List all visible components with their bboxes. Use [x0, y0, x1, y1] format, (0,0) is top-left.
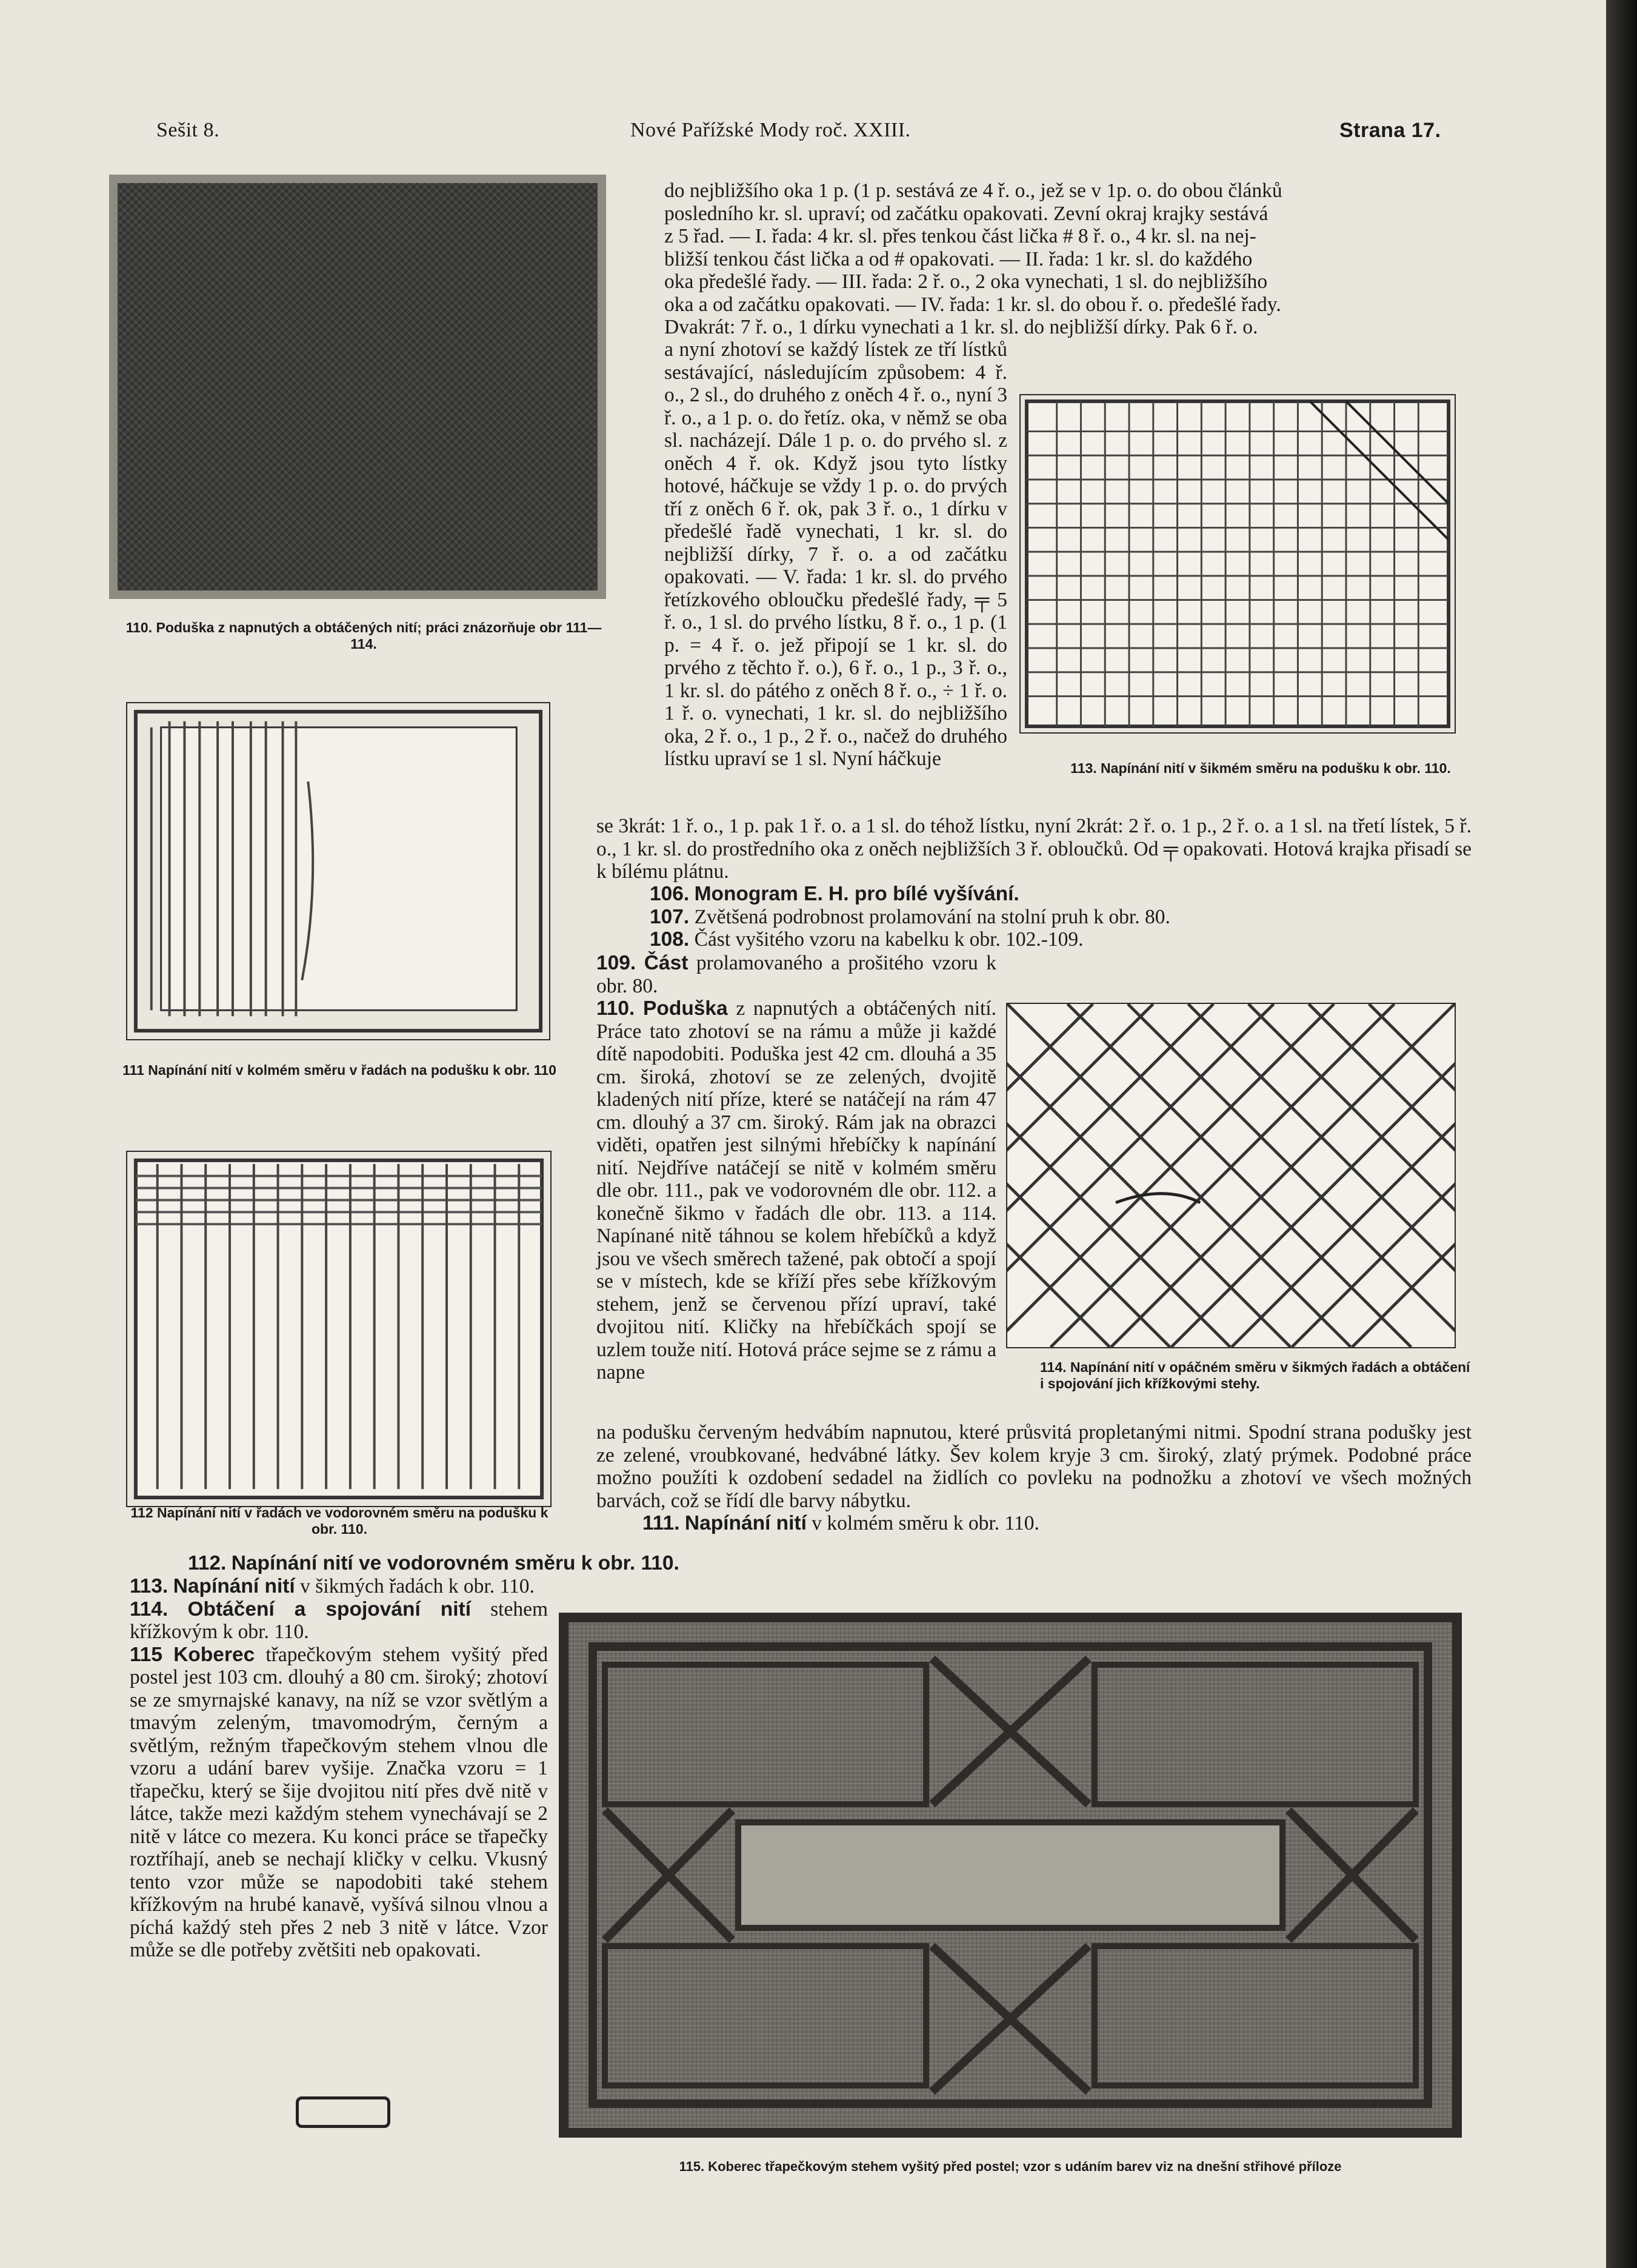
fig113-caption: 113. Napínání nití v šikmém směru na podušku k obr. 110. [1070, 760, 1451, 776]
text-line: oka předešlé řady. — III. řada: 2 ř. o., 2 oka vynechati, 1 sl. do nejbližšího [664, 270, 1268, 293]
item-110: 110. Poduška z napnutých a obtáčených nití. Práce tato zhotoví se na rámu a může ji každé dítě napodobiti. Poduška jest 42 cm. dlouhá a 35 cm. široká, zhotoví se ze zelených, dvojitě kladených nití příze, které se natáčejí na rám 47 cm. dlouhý a 37 cm. široký. Rám jak na obrazci viděti, opatřen jest silnými hřebíčky k napínání nití. Nejdříve natáčejí se nitě v kolmém směru dle obr. 111., pak ve vodorovném dle obr. 112. a konečně šikmo v řadách dle obr. 113. a 114. Napínané nitě táhnou se kolem hřebíčků a když jsou ve všech směrech tažené, pak obtočí a spojí se v místech, kde se kříží přes sebe křížkovým stehem, jenž se červenou přízí upraví, také dvojitou nití. Kličky na hřebíčkách spojí se uzlem touže nití. Hotová práce sejme se z rámu a napne [596, 997, 996, 1383]
rug-photo [559, 1613, 1462, 2138]
item-112-line: 112. Napínání nití ve vodorovném směru k obr. 110. [188, 1552, 679, 1574]
item-107: 107. Zvětšená podrobnost prolamování na stolní pruh k obr. 80. [650, 905, 1170, 928]
item-109: 109. Část prolamovaného a prošitého vzoru k obr. 80. [596, 952, 997, 997]
page-number: Strana 17. [1339, 119, 1441, 142]
text-line: Dvakrát: 7 ř. o., 1 dírku vynechati a 1 kr. sl. do nejbližší dírky. Pak 6 ř. o. [664, 316, 1258, 338]
item-115: 115 Koberec třapečkovým stehem vyšitý před postel jest 103 cm. dlouhý a 80 cm. široký; zhotoví se ze smyrnajské kanavy, na níž se vzor světlým a tmavým zeleným, tmavomodrým, černým a světlým, režným třapečkovým stehem vlnou dle vzoru a udání barev vyšije. Značka vzoru = 1 třapečku, který se šije dvojitou nití přes dvě nitě v látce, takže mezi každým stehem vynechávají se 2 nitě v látce co mezera. Ku konci práce se třapečky roztříhají, aneb se nechají kličky v celku. Vkusný tento vzor může se napodobiti také stehem křížkovým na hrubé kanavě, vyšívá silnou vlnou a píchá každý steh přes 2 neb 3 nitě v látce. Vzor může se dle potřeby zvětšiti neb opakovati. [130, 1643, 548, 1961]
item-110-continued [596, 1421, 1472, 1535]
text-line: bližší tenkou část lička a od # opakovati. — II. řada: 1 kr. sl. do každého [664, 247, 1253, 270]
item-114: 114. Obtáčení a spojování nití stehem křížkovým k obr. 110. [130, 1597, 548, 1643]
fig115-caption: 115. Koberec třapečkovým stehem vyšitý před postel; vzor s udáním barev viz na dnešní střihové příloze [679, 2159, 1342, 2174]
fig111-vertical-threads [126, 702, 550, 1040]
fig113-diagonal-threads [1019, 394, 1456, 734]
text-line: do nejbližšího oka 1 p. (1 p. sestává ze 4 ř. o., jež se v 1p. o. do obou článků [664, 179, 1282, 202]
item-112 [188, 1552, 1006, 1575]
publisher-logo [296, 2096, 390, 2128]
fig111-caption: 111 Napínání nití v kolmém směru v řadách na podušku k obr. 110 [122, 1062, 556, 1078]
pillow-photo [109, 175, 606, 599]
paragraph: na podušku červeným hedvábím napnutou, které průsvitá propletanými nitmi. Spodní strana podušky jest ze zelené, vroubkované, hedvábné látky. Šev kolem kryje 3 cm. široký, zlatý prýmek. Podobné práce možno použíti k ozdobení sedadel na židlích co povleku na podnožku a zhotoví ve všech možných barvách, což se řídí dle barvy nábytku. [596, 1421, 1472, 1512]
fig112-caption: 112 Napínání nití v řadách ve vodorovném směru na podušku k obr. 110. [130, 1505, 548, 1537]
item-113: 113. Napínání nití v šikmých řadách k obr. 110. [130, 1575, 535, 1597]
fig112-horizontal-threads [126, 1151, 552, 1507]
text-line: z 5 řad. — I. řada: 4 kr. sl. přes tenkou část lička # 8 ř. o., 4 kr. sl. na nej- [664, 225, 1256, 247]
magazine-title: Nové Pařížské Mody roč. XXIII. [630, 119, 911, 141]
fig114-caption: 114. Napínání nití v opáčném směru v šikmých řadách a obtáčení i spojování jich křížkovými stehy. [1040, 1359, 1470, 1391]
items-block [650, 883, 1472, 951]
top-text-narrow: a nyní zhotoví se každý lístek ze tří lístků sestávající, následujícím způsobem: 4 ř. o., 2 sl., do druhého z oněch 4 ř. o., nyní 3 ř. o., a 1 p. o. do řetíz. oka, v němž se oba sl. nacházejí. Dále 1 p. o. do prvého sl. z oněch 4 ř. ok. Když jsou tyto lístky hotové, háčkuje se vždy 1 p. o. do prvých tří z oněch 6 ř. ok, pak 3 ř. o., 1 dírku v předešlé řadě vynechati, 1 kr. sl. do nejbližší dírky, 7 ř. o. a od začátku opakovati. — V. řada: 1 kr. sl. do prvého řetízkového obloučku předešlé řady, ╤ 5 ř. o., 1 sl. do prvého lístku, 8 ř. o., 1 p. (1 p. = 4 ř. o. jež připojí se 1 kr. sl. do prvého z těchto ř. o.), 6 ř. o., 1 p., 3 ř. o., 1 kr. sl. do pátého z oněch 8 ř. o., ÷ 1 ř. o. 1 ř. o. vynechati, 1 kr. sl. do nejbližšího oka, 2 ř. o., 1 p., 2 ř. o., načež do druhého lístku upraví se 1 sl. Nyní háčkuje [664, 338, 1007, 770]
fig110-caption: 110. Poduška z napnutých a obtáčených nití; práci znázorňuje obr 111—114. [125, 620, 602, 652]
fig114-lattice [1006, 1003, 1456, 1348]
top-text-wide [664, 179, 1472, 339]
item-106: 106. Monogram E. H. pro bílé vyšívání. [650, 883, 1019, 905]
text-line: oka a od začátku opakovati. — IV. řada: 1 kr. sl. do obou ř. o. předešlé řady. [664, 293, 1281, 316]
left-column [130, 1575, 548, 1962]
issue-label: Sešit 8. [156, 119, 220, 141]
top-text-full: se 3krát: 1 ř. o., 1 p. pak 1 ř. o. a 1 sl. do téhož lístku, nyní 2krát: 2 ř. o. 1 p., 2 ř. o. a 1 sl. na třetí lístek, 5 ř. o., 1 kr. sl. do prostředního oka z oněch nejbližších 3 ř. obloučků. Od ╤ opakovati. Hotová krajka přisadí se k bílému plátnu. [596, 815, 1472, 883]
item-110-text [596, 952, 996, 1384]
item-111: 111. Napínání nití v kolmém směru k obr. 110. [642, 1512, 1039, 1534]
binding-edge [1606, 0, 1637, 2268]
item-108: 108. Část vyšitého vzoru na kabelku k obr. 102.-109. [650, 928, 1084, 951]
text-line: posledního kr. sl. upraví; od začátku opakovati. Zevní okraj krajky sestává [664, 202, 1269, 225]
